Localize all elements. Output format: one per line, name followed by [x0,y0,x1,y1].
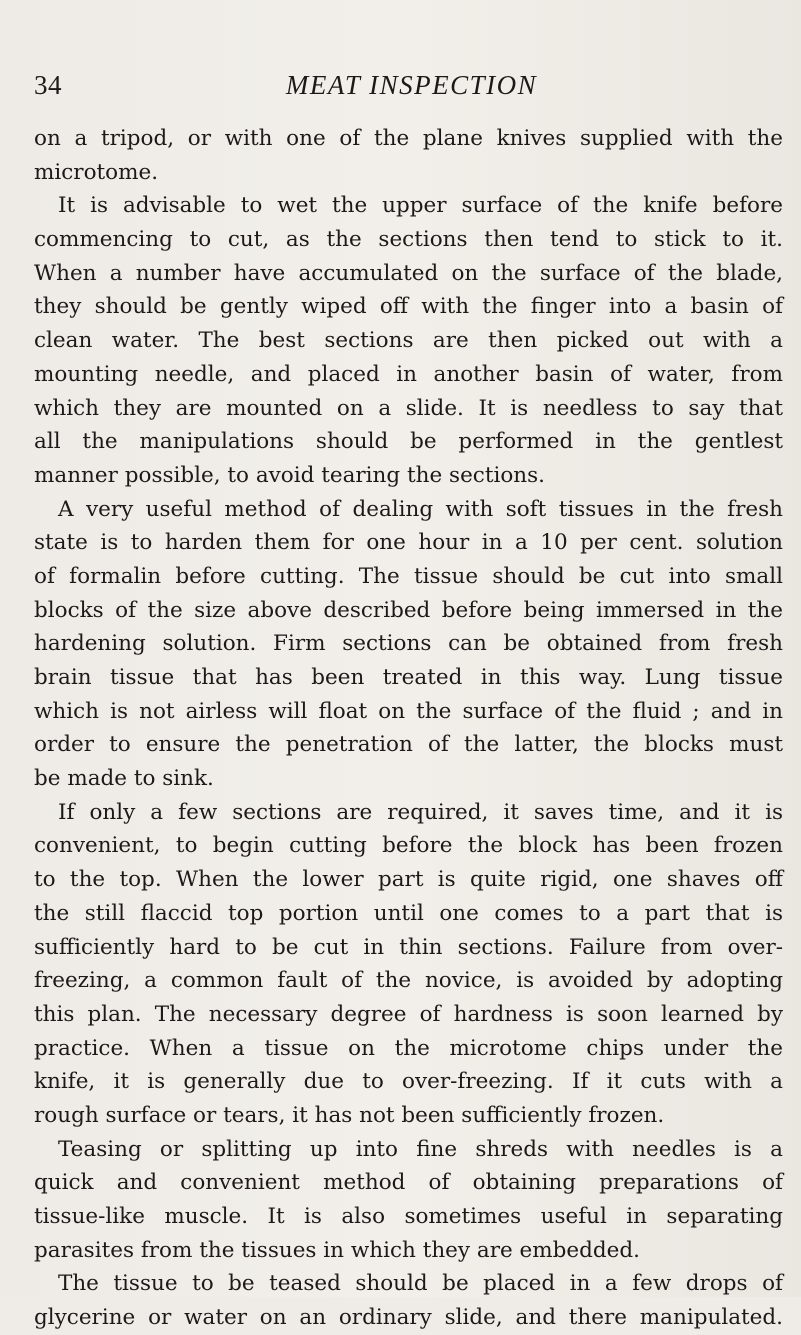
text-line: A very useful method of dealing with soft tissues in the fresh [58,496,783,522]
text-line: manner possible, to avoid tearing the sections. [34,462,546,488]
running-head: MEAT INSPECTION [285,70,538,100]
text-line: on a tripod, or with one of the plane knives supplied with the [34,126,783,151]
text-line: Teasing or splitting up into fine shreds with needles is a [58,1136,783,1162]
text-line: rough surface or tears, it has not been sufficiently frozen. [34,1102,665,1128]
text-line: they should be gently wiped off with the finger into a basin of [34,294,783,320]
text-line: this plan. The necessary degree of hardness is soon learned by [34,1001,783,1027]
text-line: state is to harden them for one hour in a 10 per cent. solution [34,530,783,556]
text-line: hardening solution. Firm sections can be obtained from fresh [34,631,783,657]
page-number: 34 [34,70,62,100]
text-line: The tissue to be teased should be placed in a few drops of [58,1271,783,1297]
text-line: which is not airless will float on the surface of the fluid ; and in [34,698,783,724]
text-line: blocks of the size above described before being immersed in the [34,597,783,623]
text-line: parasites from the tissues in which they are embedded. [34,1237,640,1263]
text-line: freezing, a common fault of the novice, is avoided by adopting [34,968,783,994]
text-line: When a number have accumulated on the surface of the blade, [34,260,783,286]
text-line: It is advisable to wet the upper surface of the knife before [58,193,783,219]
text-line: of formalin before cutting. The tissue should be cut into small [34,563,783,589]
text-line: practice. When a tissue on the microtome chips under the [34,1035,783,1061]
text-line: clean water. The best sections are then picked out with a [34,328,783,354]
text-line: sufficiently hard to be cut in thin sections. Failure from over- [34,934,783,960]
text-line: commencing to cut, as the sections then tend to stick to it. [34,227,783,253]
body-text [34,122,783,1335]
text-line: glycerine or water on an ordinary slide, and there manipulated. [34,1305,783,1331]
text-line: mounting needle, and placed in another basin of water, from [34,361,783,387]
text-line: quick and convenient method of obtaining preparations of [34,1170,783,1196]
text-line: order to ensure the penetration of the latter, the blocks must [34,732,783,758]
text-line: brain tissue that has been treated in this way. Lung tissue [34,665,783,690]
text-line: to the top. When the lower part is quite rigid, one shaves off [34,867,783,893]
text-line: be made to sink. [34,766,214,792]
text-line: the still flaccid top portion until one comes to a part that is [34,900,783,926]
text-line: convenient, to begin cutting before the block has been frozen [34,833,783,859]
text-line: microtome. [34,159,159,185]
page-header [0,70,801,110]
text-line: which they are mounted on a slide. It is needless to say that [34,395,783,421]
text-line: If only a few sections are required, it saves time, and it is [58,799,783,825]
text-line: knife, it is generally due to over-freezing. If it cuts with a [34,1069,783,1095]
text-line: all the manipulations should be performed in the gentlest [34,429,783,455]
text-line: tissue-like muscle. It is also sometimes useful in separating [34,1204,783,1229]
